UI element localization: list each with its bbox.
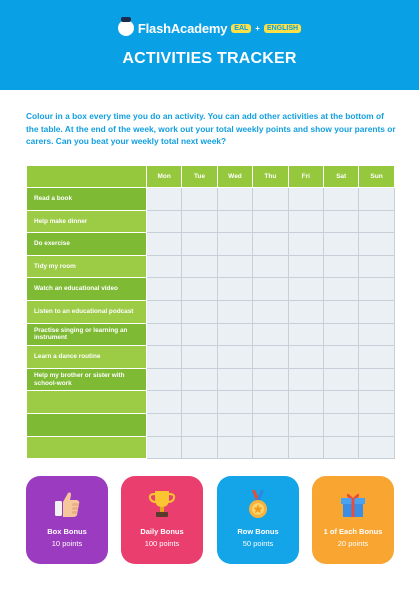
tracker-cell[interactable] [288, 346, 323, 369]
tracker-cell[interactable] [217, 346, 252, 369]
tracker-cell[interactable] [147, 188, 182, 211]
tracker-cell[interactable] [288, 413, 323, 436]
day-header: Sat [323, 166, 358, 188]
plus-sign: + [255, 23, 260, 33]
brand-name: FlashAcademy [137, 20, 228, 36]
table-row [27, 436, 395, 459]
table-row [27, 300, 395, 323]
tracker-cell[interactable] [288, 188, 323, 211]
tracker-cell[interactable] [323, 300, 358, 323]
table-row [27, 368, 395, 391]
tracker-cell[interactable] [253, 210, 288, 233]
header-corner [27, 166, 147, 188]
day-header: Fri [288, 166, 323, 188]
tracker-cell[interactable] [359, 210, 394, 233]
tracker-cell[interactable] [323, 436, 358, 459]
tracker-cell[interactable] [253, 233, 288, 256]
bonus-card-one-of-each [312, 476, 394, 564]
tracker-cell[interactable] [217, 210, 252, 233]
tracker-cell[interactable] [147, 323, 182, 346]
tracker-cell[interactable] [253, 391, 288, 414]
tracker-cell[interactable] [217, 233, 252, 256]
tracker-cell[interactable] [253, 188, 288, 211]
tracker-cell[interactable] [288, 233, 323, 256]
tracker-cell[interactable] [253, 278, 288, 301]
activity-label: Practise singing or learning an instrument [27, 323, 147, 346]
table-row [27, 391, 395, 414]
tracker-cell[interactable] [147, 391, 182, 414]
tracker-cell[interactable] [147, 210, 182, 233]
table-row [27, 255, 395, 278]
day-header: Wed [217, 166, 252, 188]
tracker-cell[interactable] [147, 278, 182, 301]
tracker-cell[interactable] [288, 300, 323, 323]
tracker-cell[interactable] [182, 210, 217, 233]
tracker-cell[interactable] [182, 233, 217, 256]
bonus-card-row [217, 476, 299, 564]
tracker-cell[interactable] [253, 368, 288, 391]
activity-label [27, 436, 147, 459]
tracker-cell[interactable] [359, 300, 394, 323]
day-header: Thu [253, 166, 288, 188]
activity-label [27, 391, 147, 414]
header-banner [0, 0, 419, 90]
eal-badge: EAL [231, 24, 251, 33]
tracker-cell[interactable] [323, 210, 358, 233]
table-header-row [27, 166, 395, 188]
tracker-cell[interactable] [217, 391, 252, 414]
activity-label: Watch an educational video [27, 278, 147, 301]
bonus-card-box [26, 476, 108, 564]
table-row [27, 323, 395, 346]
tracker-cell[interactable] [288, 255, 323, 278]
bonus-name: Box Bonus [47, 527, 87, 536]
tracker-cell[interactable] [323, 323, 358, 346]
tracker-cell[interactable] [359, 255, 394, 278]
day-header: Tue [182, 166, 217, 188]
tracker-cell[interactable] [359, 368, 394, 391]
tracker-cell[interactable] [147, 300, 182, 323]
tracker-cell[interactable] [359, 323, 394, 346]
tracker-cell[interactable] [182, 413, 217, 436]
tracker-cell[interactable] [288, 210, 323, 233]
brand-logo [0, 20, 419, 36]
tracker-cell[interactable] [182, 255, 217, 278]
day-header: Sun [359, 166, 394, 188]
tracker-cell[interactable] [217, 413, 252, 436]
tracker-cell[interactable] [288, 323, 323, 346]
tracker-cell[interactable] [182, 188, 217, 211]
tracker-cell[interactable] [359, 278, 394, 301]
tracker-cell[interactable] [323, 233, 358, 256]
mascot-icon [118, 20, 134, 36]
bonus-points: 10 points [51, 539, 83, 548]
bonus-points: 20 points [337, 539, 369, 548]
tracker-cell[interactable] [323, 368, 358, 391]
tracker-cell[interactable] [323, 255, 358, 278]
tracker-cell[interactable] [182, 368, 217, 391]
instructions-text: Colour in a box every time you do an activity. You can add other activities at the bottom of the table. At the end of the week, work out your total weekly points and show your parents or carers. Can you beat your weekly total next week? [26, 111, 396, 146]
tracker-cell[interactable] [147, 413, 182, 436]
tracker-cell[interactable] [253, 323, 288, 346]
table-row [27, 346, 395, 369]
tracker-cell[interactable] [288, 436, 323, 459]
tracker-cell[interactable] [359, 233, 394, 256]
tracker-cell[interactable] [147, 368, 182, 391]
thumbs-up-icon [52, 488, 82, 520]
day-header: Mon [147, 166, 182, 188]
tracker-cell[interactable] [147, 346, 182, 369]
tracker-cell[interactable] [323, 413, 358, 436]
tracker-cell[interactable] [217, 188, 252, 211]
tracker-cell[interactable] [217, 278, 252, 301]
activities-table [26, 165, 395, 459]
table-row [27, 188, 395, 211]
english-badge: ENGLISH [264, 24, 301, 33]
tracker-cell[interactable] [253, 255, 288, 278]
activity-label: Help make dinner [27, 210, 147, 233]
table-row [27, 413, 395, 436]
tracker-cell[interactable] [182, 323, 217, 346]
tracker-cell[interactable] [182, 278, 217, 301]
trophy-icon [147, 488, 177, 520]
bonus-name: Row Bonus [237, 527, 279, 536]
bonus-cards [26, 476, 394, 564]
tracker-cell[interactable] [217, 300, 252, 323]
tracker-cell[interactable] [182, 436, 217, 459]
bonus-points: 100 points [144, 539, 180, 548]
tracker-cell[interactable] [323, 278, 358, 301]
tracker-cell[interactable] [253, 346, 288, 369]
gift-icon [338, 488, 368, 520]
tracker-cell[interactable] [217, 323, 252, 346]
tracker-cell[interactable] [359, 346, 394, 369]
page-title: ACTIVITIES TRACKER [122, 50, 297, 67]
tracker-cell[interactable] [288, 391, 323, 414]
tracker-cell[interactable] [253, 300, 288, 323]
tracker-cell[interactable] [323, 391, 358, 414]
tracker-cell[interactable] [253, 413, 288, 436]
tracker-cell[interactable] [182, 391, 217, 414]
tracker-cell[interactable] [147, 436, 182, 459]
activity-label: Learn a dance routine [27, 346, 147, 369]
tracker-cell[interactable] [288, 368, 323, 391]
tracker-cell[interactable] [359, 436, 394, 459]
activity-label: Do exercise [27, 233, 147, 256]
tracker-cell[interactable] [253, 436, 288, 459]
table-row [27, 278, 395, 301]
tracker-cell[interactable] [359, 391, 394, 414]
tracker-cell[interactable] [147, 233, 182, 256]
tracker-cell[interactable] [288, 278, 323, 301]
tracker-cell[interactable] [359, 188, 394, 211]
table-row [27, 210, 395, 233]
tracker-cell[interactable] [359, 413, 394, 436]
tracker-cell[interactable] [217, 255, 252, 278]
medal-icon [243, 488, 273, 520]
tracker-cell[interactable] [323, 346, 358, 369]
activity-label: Help my brother or sister with school-work [27, 368, 147, 391]
activity-label: Read a book [27, 188, 147, 211]
tracker-cell[interactable] [217, 436, 252, 459]
tracker-cell[interactable] [323, 188, 358, 211]
tracker-cell[interactable] [147, 255, 182, 278]
bonus-card-daily [121, 476, 203, 564]
tracker-cell[interactable] [217, 368, 252, 391]
tracker-cell[interactable] [182, 346, 217, 369]
activity-label [27, 413, 147, 436]
tracker-cell[interactable] [182, 300, 217, 323]
bonus-name: 1 of Each Bonus [323, 527, 383, 536]
bonus-points: 50 points [242, 539, 274, 548]
bonus-name: Daily Bonus [140, 527, 184, 536]
activity-label: Listen to an educational podcast [27, 300, 147, 323]
activity-label: Tidy my room [27, 255, 147, 278]
table-row [27, 233, 395, 256]
